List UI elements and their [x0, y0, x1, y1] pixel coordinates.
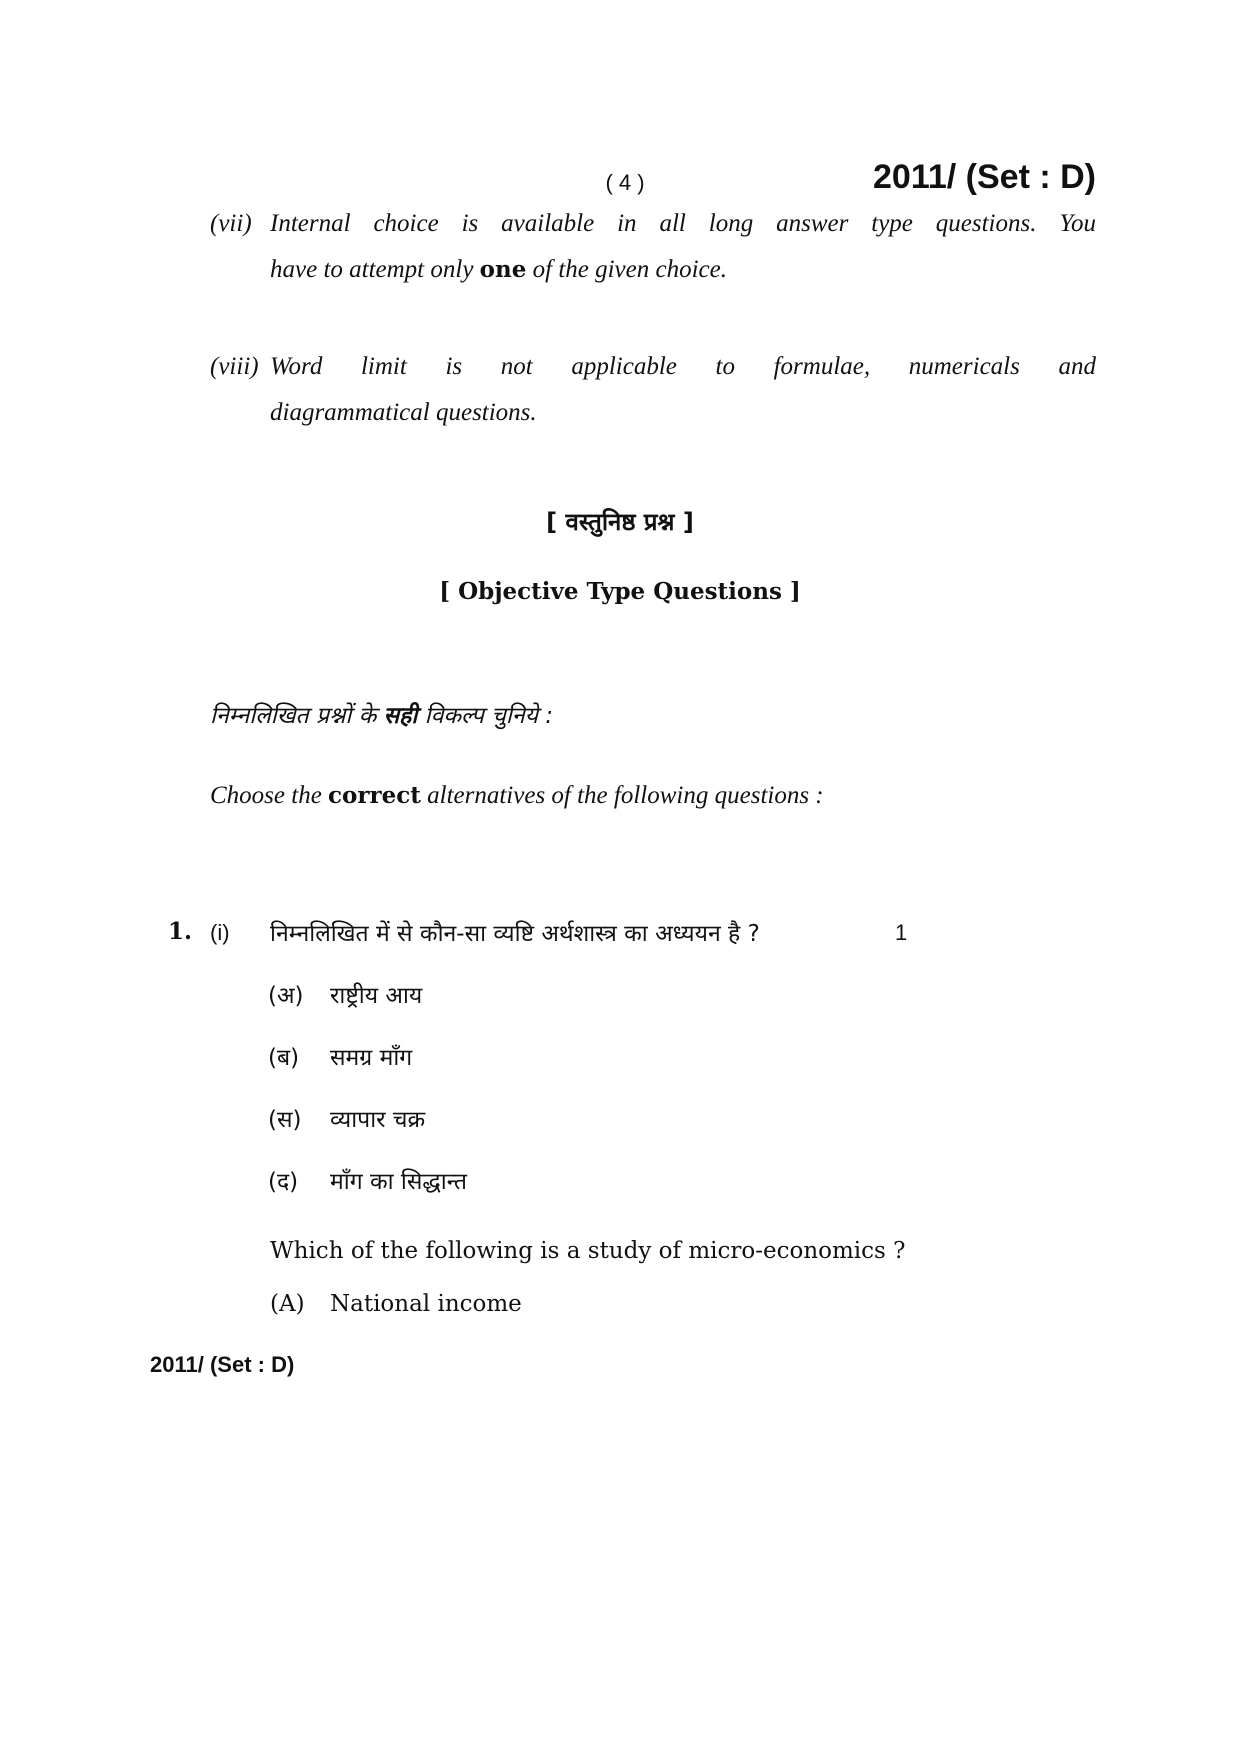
option-label: (द) — [268, 1169, 299, 1195]
instruction-text-line — [270, 256, 727, 284]
instruction-text-line: Word limit is not applicable to formulae, numericals and — [270, 353, 1096, 380]
directions-text: alternatives of the following questions : — [420, 782, 824, 809]
instruction-number: (viii) — [210, 353, 259, 380]
option-text: व्यापार चक्र — [330, 1107, 426, 1133]
option-text: माँग का सिद्धान्त — [330, 1169, 467, 1195]
emphasis-text: one — [479, 256, 527, 283]
question-number: 1. — [168, 918, 193, 945]
paper-code-footer: 2011/ (Set : D) — [150, 1352, 295, 1377]
directions-hindi — [210, 698, 553, 730]
directions-text: निम्नलिखित प्रश्नों के — [210, 703, 384, 729]
question-text-hindi: निम्नलिखित में से कौन-सा व्यष्टि अर्थशास्त्र का अध्ययन है ? — [270, 921, 760, 947]
directions-text: विकल्प चुनिये : — [417, 703, 553, 729]
option-label: (A) — [270, 1291, 305, 1317]
page-number: ( 4 ) — [605, 170, 645, 195]
question-marks: 1 — [895, 920, 908, 945]
section-heading-english: [ Objective Type Questions ] — [439, 578, 801, 605]
paper-code-header: 2011/ (Set : D) — [873, 158, 1096, 196]
instruction-text: of the given choice. — [526, 256, 727, 283]
directions-english — [210, 782, 824, 810]
instruction-text-line: Internal choice is available in all long answer type questions. You — [270, 210, 1096, 237]
instruction-number: (vii) — [210, 210, 252, 237]
option-text: National income — [330, 1291, 522, 1317]
option-text: राष्ट्रीय आय — [330, 983, 423, 1009]
option-text: समग्र माँग — [330, 1045, 413, 1071]
instruction-text-line: diagrammatical questions. — [270, 399, 537, 426]
section-heading-hindi: [ वस्तुनिष्ठ प्रश्न ] — [546, 508, 694, 536]
instruction-text: have to attempt only — [270, 256, 480, 283]
option-label: (अ) — [268, 983, 304, 1009]
directions-text: Choose the — [210, 782, 329, 809]
emphasis-text: correct — [328, 782, 421, 809]
question-sub-number: (i) — [210, 920, 230, 945]
emphasis-text: सही — [383, 703, 418, 729]
option-label: (ब) — [268, 1045, 300, 1071]
question-text-english: Which of the following is a study of micro-economics ? — [270, 1238, 906, 1264]
option-label: (स) — [268, 1107, 302, 1133]
